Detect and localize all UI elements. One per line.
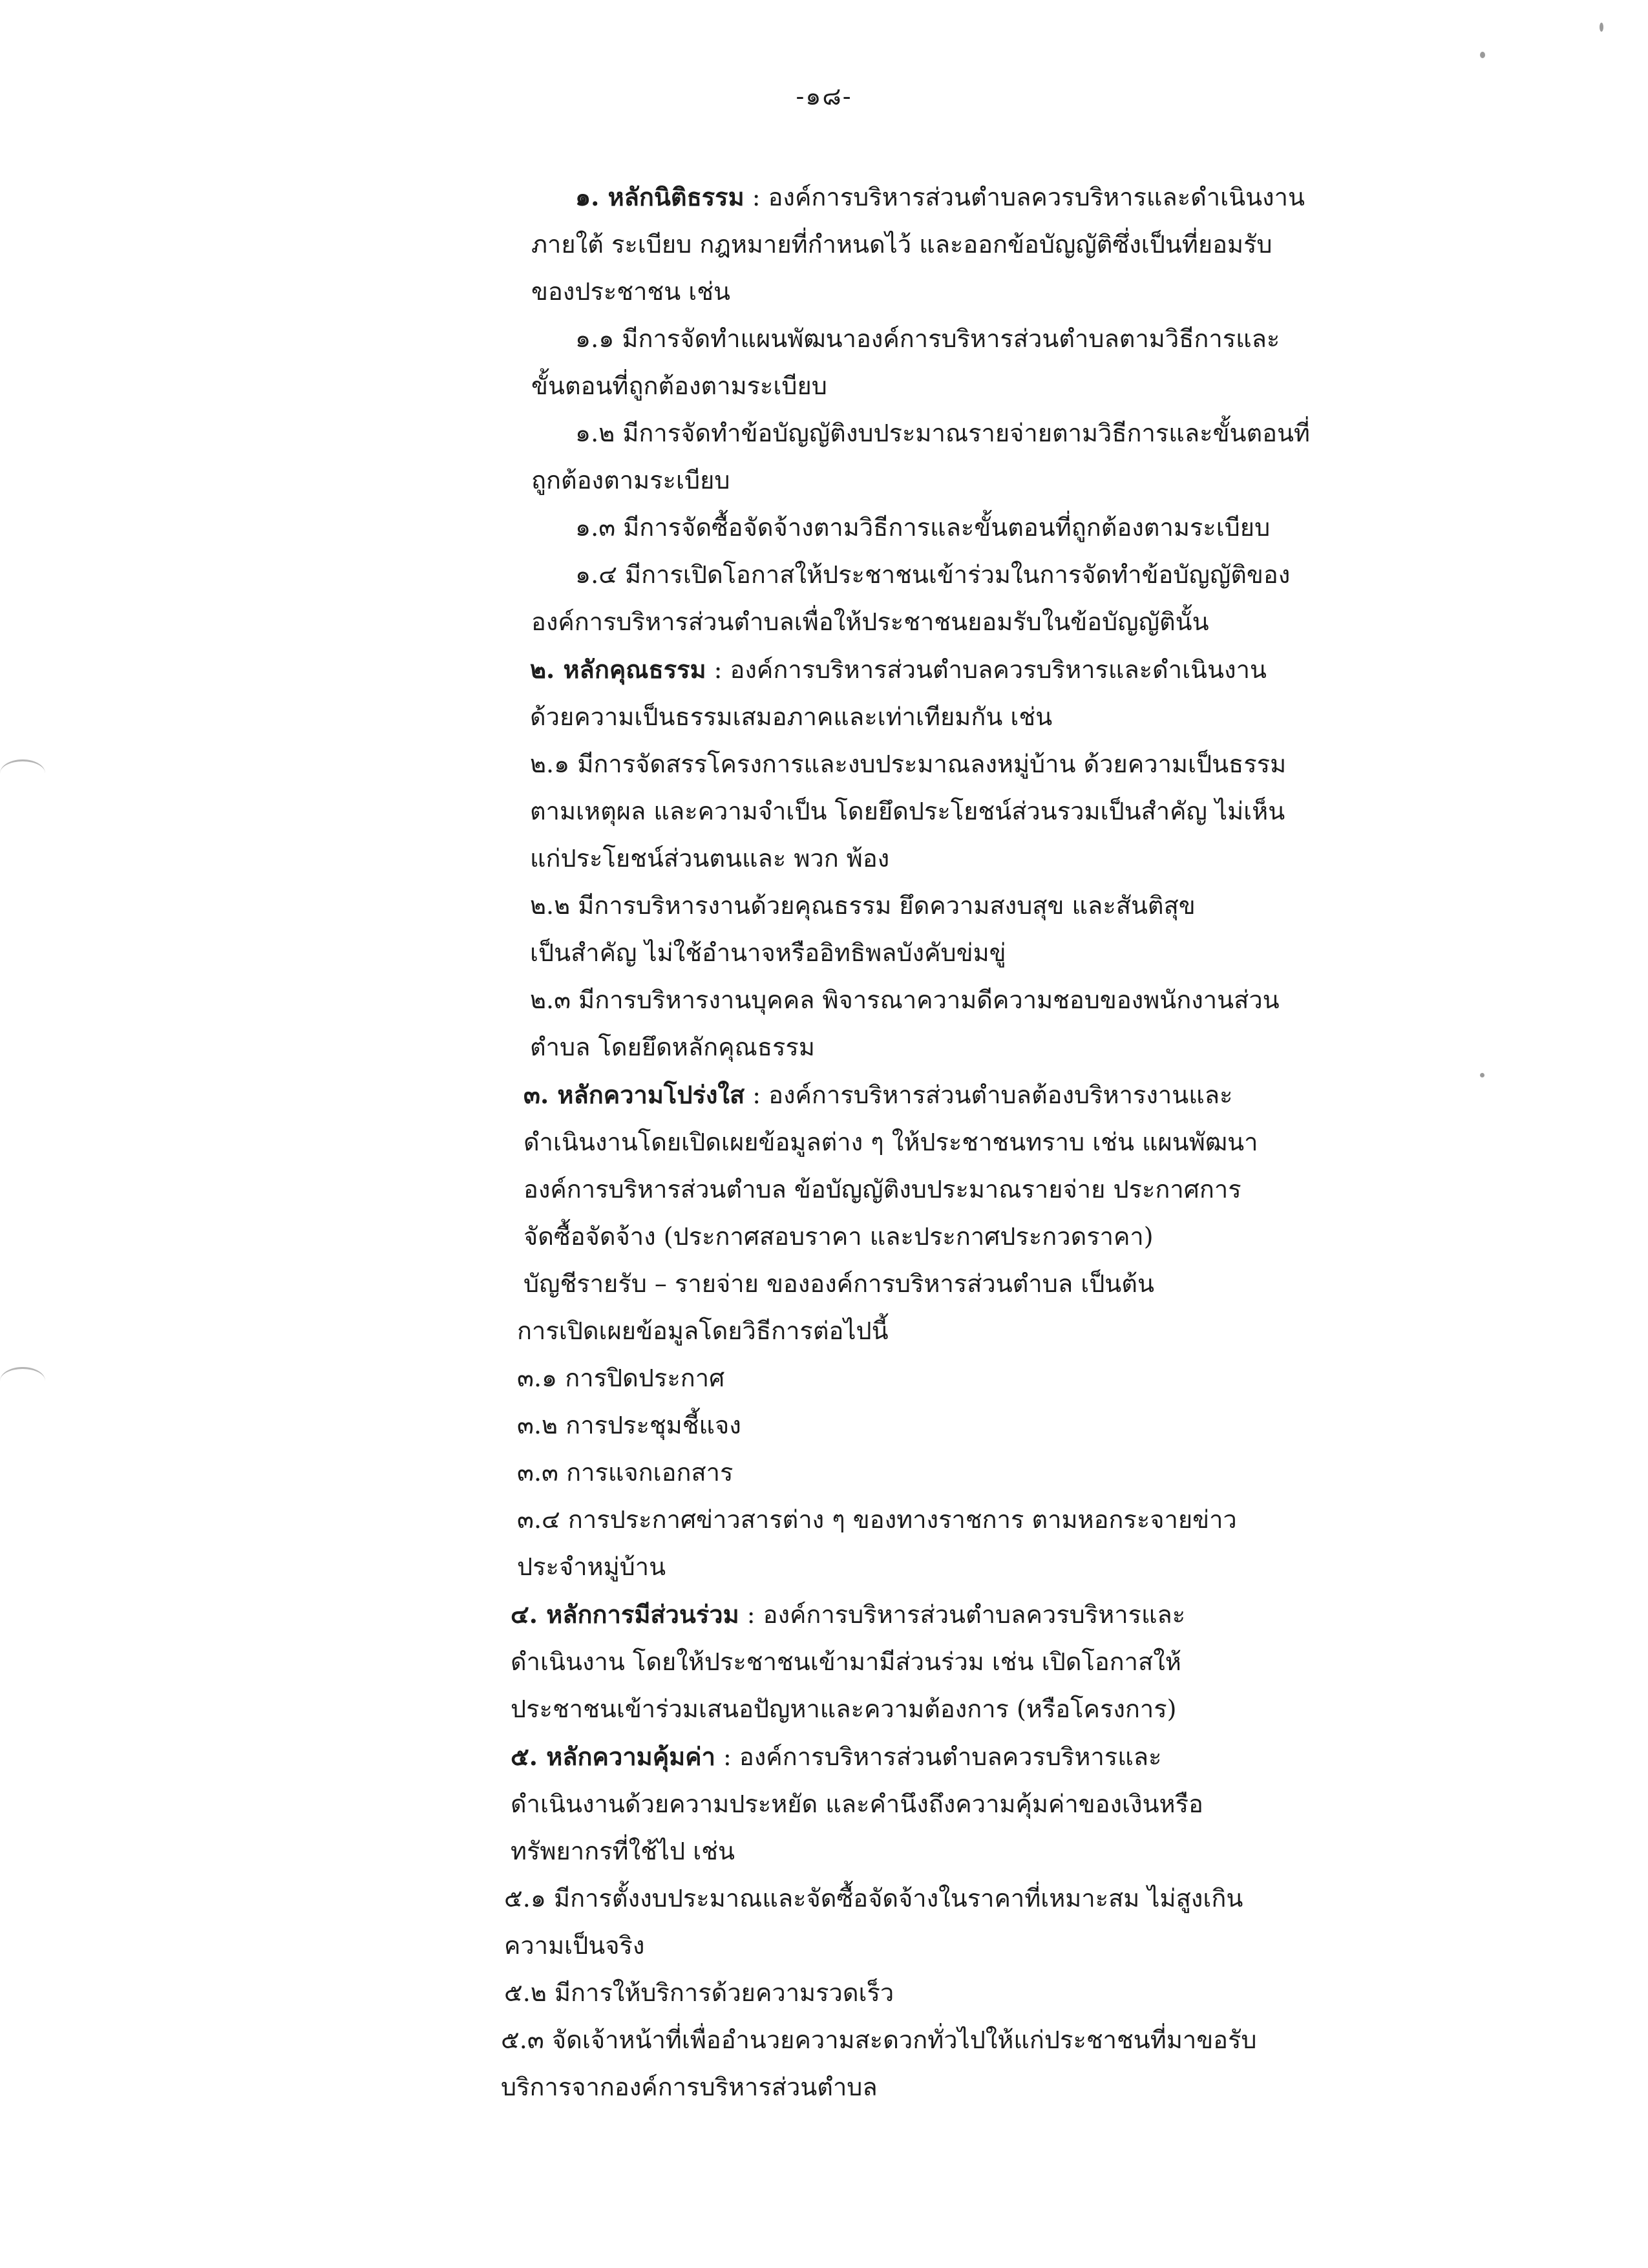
text-line — [536, 504, 1441, 551]
line-text: ๑.๓ มีการจัดซื้อจัดจ้างตามวิธีการและขั้นตอนที่ถูกต้องตามระเบียบ — [575, 513, 1271, 542]
line-text: ๑.๔ มีการเปิดโอกาสให้ประชาชนเข้าร่วมในการจัดทำข้อบัญญัติของ — [575, 560, 1291, 589]
line-text: ๑.๑ มีการจัดทำแผนพัฒนาองค์การบริหารส่วนตำบลตามวิธีการและ — [575, 324, 1280, 353]
text-line — [523, 1071, 1441, 1119]
line-text: จัดซื้อจัดจ้าง (ประกาศสอบราคา และประกาศประกวดราคา) — [523, 1222, 1154, 1251]
text-line — [530, 646, 1441, 694]
line-text: เป็นสำคัญ ไม่ใช้อำนาจหรืออิทธิพลบังคับข่มขู่ — [530, 938, 1006, 967]
text-line — [511, 1828, 1441, 1875]
line-text: ทรัพยากรที่ใช้ไป เช่น — [511, 1837, 735, 1865]
document-body — [501, 173, 1441, 2111]
text-line — [536, 410, 1441, 457]
line-text: แก่ประโยชน์ส่วนตนและ พวก พ้อง — [530, 844, 890, 873]
line-text: ๓.๑ การปิดประกาศ — [517, 1364, 725, 1392]
text-line — [517, 1402, 1441, 1449]
text-line — [504, 1969, 1441, 2017]
line-text: บริการจากองค์การบริหารส่วนตำบล — [501, 2073, 878, 2101]
text-line — [517, 1355, 1441, 1402]
line-text: ๒.๑ มีการจัดสรรโครงการและงบประมาณลงหมู่บ้าน ด้วยความเป็นธรรม — [530, 750, 1287, 778]
page-number: -๑๘- — [796, 82, 852, 111]
line-text: ๑.๒ มีการจัดทำข้อบัญญัติงบประมาณรายจ่ายตามวิธีการและขั้นตอนที่ — [575, 419, 1310, 447]
section-heading: ๕. หลักความคุ้มค่า — [511, 1742, 715, 1771]
line-text: ความเป็นจริง — [504, 1931, 645, 1960]
line-text: ๓.๒ การประชุมชี้แจง — [517, 1411, 741, 1439]
line-text: องค์การบริหารส่วนตำบลเพื่อให้ประชาชนยอมรับในข้อบัญญัตินั้น — [531, 608, 1209, 636]
line-text: ประจำหมู่บ้าน — [517, 1553, 666, 1581]
text-line — [530, 694, 1441, 741]
line-text: ถูกต้องตามระเบียบ — [531, 466, 730, 494]
section-heading: ๒. หลักคุณธรรม — [530, 655, 706, 684]
text-line — [536, 551, 1441, 599]
line-text: ๕.๒ มีการให้บริการด้วยความรวดเร็ว — [504, 1978, 894, 2007]
line-text: ๓.๔ การประกาศข่าวสารต่าง ๆ ของทางราชการ ตามหอกระจายข่าว — [517, 1505, 1237, 1534]
scan-speck — [1600, 23, 1603, 32]
line-text: : องค์การบริหารส่วนตำบลควรบริหารและดำเนินงาน — [706, 655, 1267, 684]
line-text: : องค์การบริหารส่วนตำบลควรบริหารและ — [715, 1743, 1162, 1771]
text-line — [530, 929, 1441, 977]
text-line — [501, 2017, 1441, 2064]
text-line — [530, 835, 1441, 882]
line-text: การเปิดเผยข้อมูลโดยวิธีการต่อไปนี้ — [517, 1317, 889, 1345]
text-line — [511, 1686, 1441, 1733]
line-text: ประชาชนเข้าร่วมเสนอปัญหาและความต้องการ (หรือโครงการ) — [511, 1695, 1177, 1723]
punch-hole-mark — [0, 759, 45, 787]
line-text: ๕.๑ มีการตั้งงบประมาณและจัดซื้อจัดจ้างในราคาที่เหมาะสม ไม่สูงเกิน — [504, 1884, 1243, 1913]
line-text: ภายใต้ ระเบียบ กฎหมายที่กำหนดไว้ และออกข้อบัญญัติซึ่งเป็นที่ยอมรับ — [531, 230, 1273, 259]
text-line — [504, 1922, 1441, 1969]
line-text: ๕.๓ จัดเจ้าหน้าที่เพื่ออำนวยความสะดวกทั่วไปให้แก่ประชาชนที่มาขอรับ — [501, 2026, 1257, 2054]
text-line — [511, 1591, 1441, 1638]
text-line — [531, 268, 1441, 315]
text-line — [517, 1496, 1441, 1543]
text-line — [531, 599, 1441, 646]
text-line — [523, 1260, 1441, 1308]
text-line — [530, 1024, 1441, 1071]
text-line — [523, 1166, 1441, 1213]
section-heading: ๑. หลักนิติธรรม — [575, 182, 745, 211]
section-heading: ๓. หลักความโปร่งใส — [523, 1080, 745, 1109]
line-text: ๓.๓ การแจกเอกสาร — [517, 1458, 734, 1487]
text-line — [523, 1213, 1441, 1260]
text-line — [511, 1781, 1441, 1828]
line-text: ขั้นตอนที่ถูกต้องตามระเบียบ — [531, 372, 827, 400]
line-text: ดำเนินงานโดยเปิดเผยข้อมูลต่าง ๆ ให้ประชาชนทราบ เช่น แผนพัฒนา — [523, 1128, 1258, 1156]
line-text: : องค์การบริหารส่วนตำบลต้องบริหารงานและ — [745, 1081, 1233, 1109]
text-line — [536, 173, 1441, 221]
line-text: ดำเนินงานด้วยความประหยัด และคำนึงถึงความคุ้มค่าของเงินหรือ — [511, 1790, 1203, 1818]
line-text: : องค์การบริหารส่วนตำบลควรบริหารและดำเนินงาน — [744, 183, 1305, 211]
line-text: ของประชาชน เช่น — [531, 277, 731, 306]
line-text: องค์การบริหารส่วนตำบล ข้อบัญญัติงบประมาณรายจ่าย ประกาศการ — [523, 1175, 1241, 1203]
text-line — [504, 1875, 1441, 1922]
line-text: ๒.๓ มีการบริหารงานบุคคล พิจารณาความดีความชอบของพนักงานส่วน — [530, 986, 1280, 1014]
text-line — [517, 1449, 1441, 1496]
text-line — [511, 1638, 1441, 1686]
text-line — [530, 977, 1441, 1024]
section-heading: ๔. หลักการมีส่วนร่วม — [511, 1600, 739, 1629]
line-text: บัญชีรายรับ – รายจ่าย ขององค์การบริหารส่วนตำบล เป็นต้น — [523, 1269, 1154, 1298]
text-line — [530, 882, 1441, 929]
text-line — [531, 363, 1441, 410]
text-line — [531, 221, 1441, 268]
text-line — [501, 2064, 1441, 2111]
line-text: ๒.๒ มีการบริหารงานด้วยคุณธรรม ยึดความสงบสุข และสันติสุข — [530, 891, 1196, 920]
text-line — [511, 1733, 1441, 1781]
punch-hole-mark — [0, 1367, 45, 1395]
line-text: ด้วยความเป็นธรรมเสมอภาคและเท่าเทียมกัน เช่น — [530, 703, 1053, 731]
text-line — [530, 788, 1441, 835]
text-line — [530, 741, 1441, 788]
text-line — [531, 457, 1441, 504]
text-line — [517, 1543, 1441, 1591]
line-text: : องค์การบริหารส่วนตำบลควรบริหารและ — [739, 1600, 1186, 1629]
text-line — [536, 315, 1441, 363]
scan-speck — [1480, 1073, 1484, 1077]
line-text: ตำบล โดยยึดหลักคุณธรรม — [530, 1033, 815, 1061]
line-text: ตามเหตุผล และความจำเป็น โดยยึดประโยชน์ส่วนรวมเป็นสำคัญ ไม่เห็น — [530, 797, 1285, 825]
text-line — [523, 1119, 1441, 1166]
text-line — [517, 1308, 1441, 1355]
scan-speck — [1480, 52, 1485, 58]
line-text: ดำเนินงาน โดยให้ประชาชนเข้ามามีส่วนร่วม เช่น เปิดโอกาสให้ — [511, 1648, 1181, 1676]
